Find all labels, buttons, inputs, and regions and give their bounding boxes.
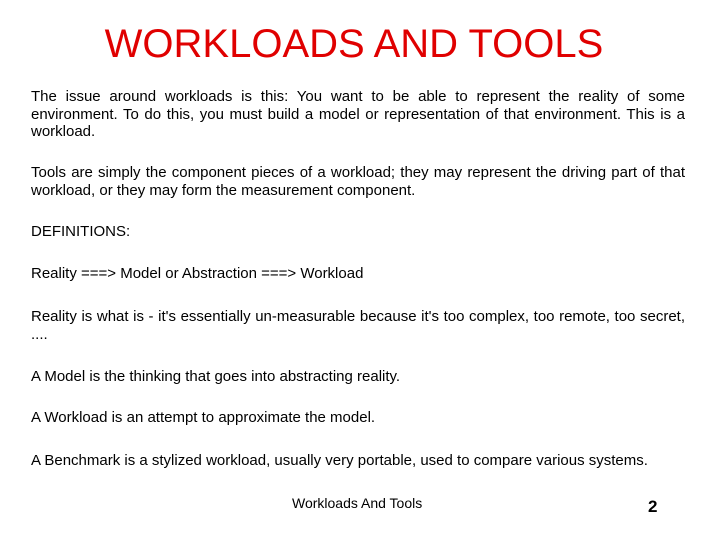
footer-label: Workloads And Tools [292,495,423,511]
definition-reality: Reality is what is - it's essentially un-measurable because it's too complex, too remote, too secret, .... [31,308,685,343]
definition-benchmark: A Benchmark is a stylized workload, usually very portable, used to compare various systems. [31,452,648,469]
definition-model: A Model is the thinking that goes into abstracting reality. [31,368,401,385]
paragraph-tools: Tools are simply the component pieces of a workload; they may represent the driving part of that workload, or they may form the measurement component. [31,164,685,199]
definition-chain: Reality ===> Model or Abstraction ===> Workload [31,265,364,282]
page-number: 2 [648,497,658,516]
slide-title: WORKLOADS AND TOOLS [104,22,604,66]
definitions-heading: DEFINITIONS: [31,223,131,240]
definition-workload: A Workload is an attempt to approximate the model. [31,409,376,426]
paragraph-workload-issue: The issue around workloads is this: You want to be able to represent the reality of some environment. To do this, you must build a model or representation of that environment. This is a workload. [31,88,685,140]
